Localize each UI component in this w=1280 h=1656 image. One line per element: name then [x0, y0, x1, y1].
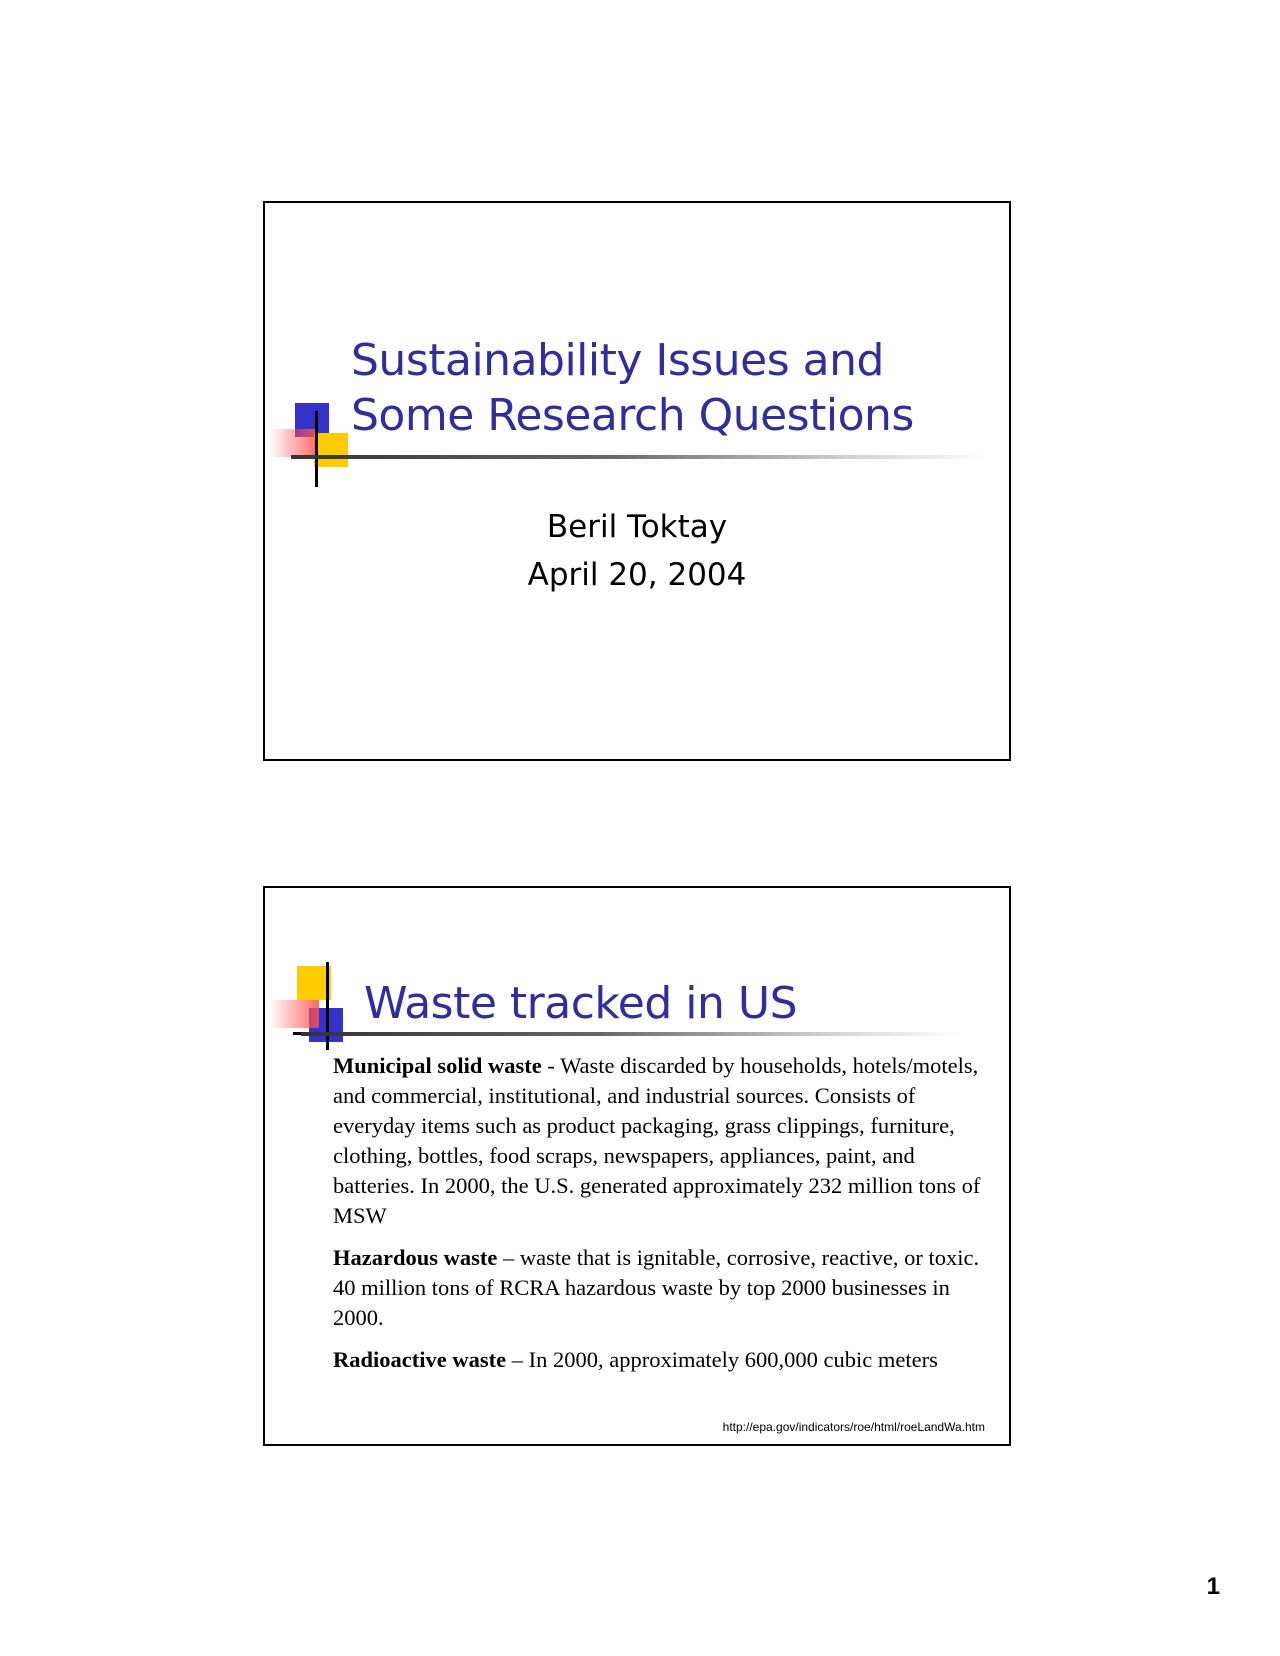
slide-1 [263, 201, 1011, 761]
title-rule [291, 455, 991, 459]
list-item: Hazardous waste – waste that is ignitable, corrosive, reactive, or toxic. 40 million tons of RCRA hazardous waste by top 2000 businesses in 2000. [333, 1245, 980, 1330]
list-item: Municipal solid waste - Waste discarded by households, hotels/motels, and commercial, institutional, and industrial sources. Consists of everyday items such as product packaging, grass clippings, furniture, clothing, bottles, food scraps, newspapers, appliances, paint, and batteries. In 2000, the U.S. generated approximately 232 million tons of MSW [333, 1053, 981, 1228]
presentation-date: April 20, 2004 [527, 557, 747, 593]
title-line-2: Some Research Questions [351, 390, 914, 441]
slide-decoration-icon [273, 966, 343, 1056]
author-name: Beril Toktay [546, 509, 728, 545]
list-item: Radioactive waste – In 2000, approximately 600,000 cubic meters [333, 1347, 938, 1372]
slide-2-title: Waste tracked in US [364, 978, 798, 1029]
slide-2-body [333, 1051, 983, 1387]
slide-2 [263, 886, 1011, 1446]
title-rule [301, 1032, 961, 1036]
page-number: 1 [1206, 1573, 1220, 1600]
title-line-1: Sustainability Issues and [351, 335, 884, 386]
source-link[interactable]: http://epa.gov/indicators/roe/html/roeLandWa.htm [722, 1420, 985, 1434]
slide-1-title [351, 333, 914, 443]
slide-decoration-icon [285, 403, 355, 493]
